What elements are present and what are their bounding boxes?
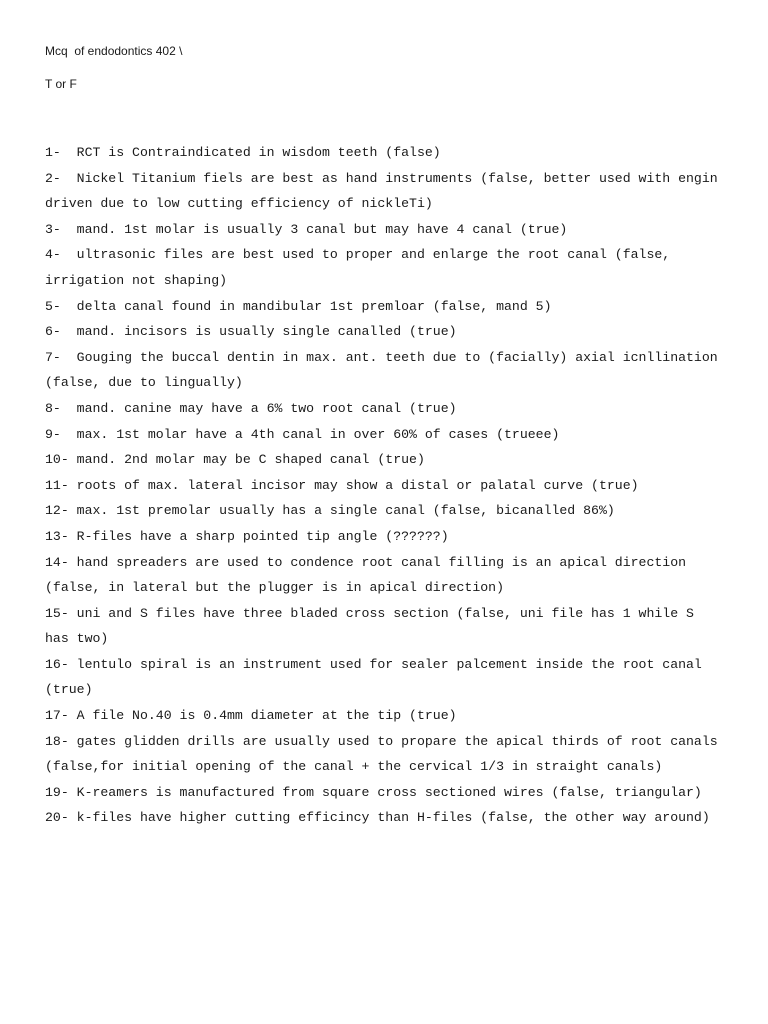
question-item: 6- mand. incisors is usually single canalled (true): [45, 324, 457, 340]
question-item: 11- roots of max. lateral incisor may show a distal or palatal curve (true): [45, 477, 639, 493]
question-list: [45, 140, 725, 831]
question-item: 12- max. 1st premolar usually has a single canal (false, bicanalled 86%): [45, 503, 615, 519]
question-item: 13- R-files have a sharp pointed tip angle (??????): [45, 528, 449, 544]
question-item: 2- Nickel Titanium fiels are best as hand instruments (false, better used with engin driven due to low cutting efficiency of nickleTi): [45, 170, 726, 212]
question-item: 17- A file No.40 is 0.4mm diameter at the tip (true): [45, 708, 457, 724]
question-item: 1- RCT is Contraindicated in wisdom teeth (false): [45, 145, 441, 160]
question-item: 9- max. 1st molar have a 4th canal in over 60% of cases (trueee): [45, 426, 560, 442]
question-item: 19- K-reamers is manufactured from square cross sectioned wires (false, triangular): [45, 784, 702, 800]
document-title: Mcq of endodontics 402 \: [45, 44, 183, 58]
question-item: 3- mand. 1st molar is usually 3 canal but may have 4 canal (true): [45, 221, 568, 237]
question-item: 15- uni and S files have three bladed cross section (false, uni file has 1 while S has two): [45, 605, 702, 647]
question-item: 5- delta canal found in mandibular 1st premloar (false, mand 5): [45, 298, 552, 314]
question-item: 14- hand spreaders are used to condence root canal filling is an apical direction (false, in lateral but the plugger is in apical direction): [45, 554, 694, 596]
question-item: 4- ultrasonic files are best used to proper and enlarge the root canal (false, irrigation not shaping): [45, 247, 679, 288]
question-item: 8- mand. canine may have a 6% two root canal (true): [45, 400, 457, 416]
document-subtitle: T or F: [45, 77, 77, 91]
question-item: 16- lentulo spiral is an instrument used for sealer palcement inside the root canal (true): [45, 656, 710, 698]
question-item: 7- Gouging the buccal dentin in max. ant. teeth due to (facially) axial icnllination (false, due to lingually): [45, 349, 726, 391]
question-item: 20- k-files have higher cutting efficincy than H-files (false, the other way around): [45, 810, 710, 826]
question-item: 18- gates glidden drills are usually used to propare the apical thirds of root canals (false,for initial opening of the canal + the cervical 1/3 in straight canals): [45, 733, 726, 775]
question-item: 10- mand. 2nd molar may be C shaped canal (true): [45, 452, 425, 468]
